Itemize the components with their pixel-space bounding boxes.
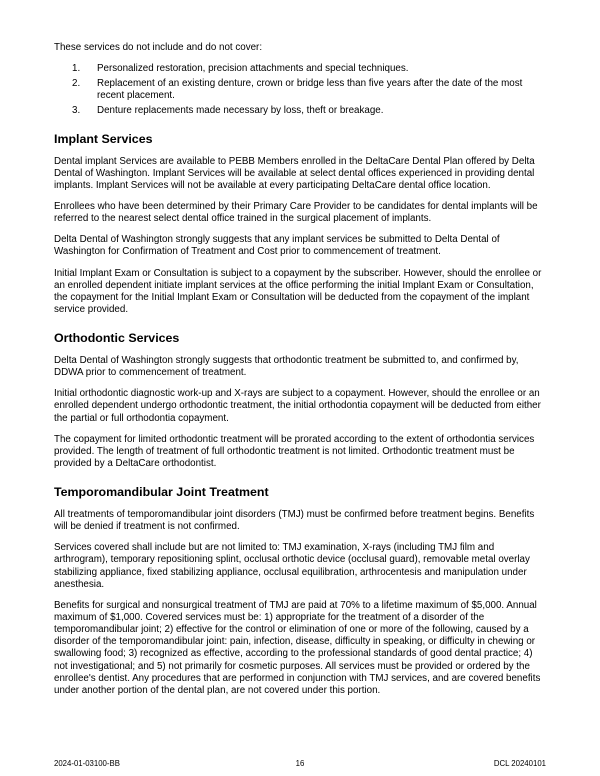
footer-doc-id: DCL 20240101 xyxy=(493,759,546,769)
paragraph: Initial orthodontic diagnostic work-up and X-rays are subject to a copayment. However, should the enrollee or an enrolled dependent undergo orthodontic treatment, the initial orthodontia copayment will be deducted from either the partial or full orthodontia copayment. xyxy=(54,388,541,424)
list-item-number: 1. xyxy=(72,63,81,75)
page-footer xyxy=(54,760,546,768)
section-heading: Temporomandibular Joint Treatment xyxy=(54,485,269,500)
section-tmj-treatment xyxy=(54,485,546,697)
list-item-number: 3. xyxy=(72,104,81,116)
section-implant-services xyxy=(54,132,546,316)
exclusions-list xyxy=(54,63,546,117)
section-heading: Orthodontic Services xyxy=(54,331,180,346)
paragraph: Enrollees who have been determined by their Primary Care Provider to be candidates for dental implants will be referred to the nearest select dental office trained in the surgical placement of implants. xyxy=(54,201,538,225)
paragraph: Services covered shall include but are not limited to: TMJ examination, X-rays (including TMJ film and arthrogram), temporary repositioning splint, occlusal orthotic device (occlusal guard), removable metal overlay stabilizing appliance, fixed stabilizing appliance, occlusal equilibration, arthrocentesis and manipulation under anesthesia. xyxy=(54,542,530,590)
list-item-text: Replacement of an existing denture, crown or bridge less than five years after the date of the most recent placement. xyxy=(97,77,523,101)
paragraph: The copayment for limited orthodontic treatment will be prorated according to the extent of orthodontia services provided. The length of treatment of full orthodontic treatment is not limited. Orthodontic treatment must be provided by a DeltaCare orthodontist. xyxy=(54,433,535,469)
section-orthodontic-services xyxy=(54,331,546,470)
list-item-text: Personalized restoration, precision attachments and special techniques. xyxy=(97,63,409,75)
list-item xyxy=(54,63,546,75)
document-page xyxy=(54,42,546,706)
intro-text: These services do not include and do not cover: xyxy=(54,42,263,53)
footer-page-number: 16 xyxy=(295,759,305,769)
list-item xyxy=(54,105,546,117)
footer-doc-code: 2024-01-03100-BB xyxy=(54,759,120,769)
paragraph: Benefits for surgical and nonsurgical treatment of TMJ are paid at 70% to a lifetime maximum of $5,000. Annual maximum of $1,000. Covered services must be: 1) appropriate for the treatment of a disorder of the temporomandibular joint; 2) effective for the control or elimination of one or more of the following, caused by a disorder of the temporomandibular joint: pain, infection, disease, difficulty in speaking, or difficulty in chewing or swallowing food; 3) recognized as effective, according to the professional standards of good dental practice; 4) not investigational; and 5) not primarily for cosmetic purposes. All services must be provided or ordered by the enrollee's dentist. Any procedures that are performed in conjunction with TMJ services, and are covered benefits under another portion of the dental plan, are not covered under this portion. xyxy=(54,599,541,696)
list-item-text: Denture replacements made necessary by loss, theft or breakage. xyxy=(97,104,384,116)
paragraph: Delta Dental of Washington strongly suggests that any implant services be submitted to Delta Dental of Washington for Confirmation of Treatment and Cost prior to commencement of treatment. xyxy=(54,234,500,258)
paragraph: All treatments of temporomandibular joint disorders (TMJ) must be confirmed before treatment begins. Benefits will be denied if treatment is not confirmed. xyxy=(54,509,535,533)
section-heading: Implant Services xyxy=(54,131,153,146)
paragraph: Initial Implant Exam or Consultation is subject to a copayment by the subscriber. However, should the enrollee or an enrolled dependent initiate implant services at the office performing the initial Implant Exam or Consultation, the copayment for the Initial Implant Exam or Consultation will be deducted from the copayment of the implant service provided. xyxy=(54,267,542,315)
paragraph: Dental implant Services are available to PEBB Members enrolled in the DeltaCare Dental Plan offered by Delta Dental of Washington. Implant Services will be available at select dental offices experienced in providing dental implants. Implant Services will not be available at every participating DeltaCare dental office location. xyxy=(54,155,535,191)
paragraph: Delta Dental of Washington strongly suggests that orthodontic treatment be submitted to, and confirmed by, DDWA prior to commencement of treatment. xyxy=(54,355,519,379)
list-item xyxy=(54,78,546,102)
list-item-number: 2. xyxy=(72,77,81,89)
